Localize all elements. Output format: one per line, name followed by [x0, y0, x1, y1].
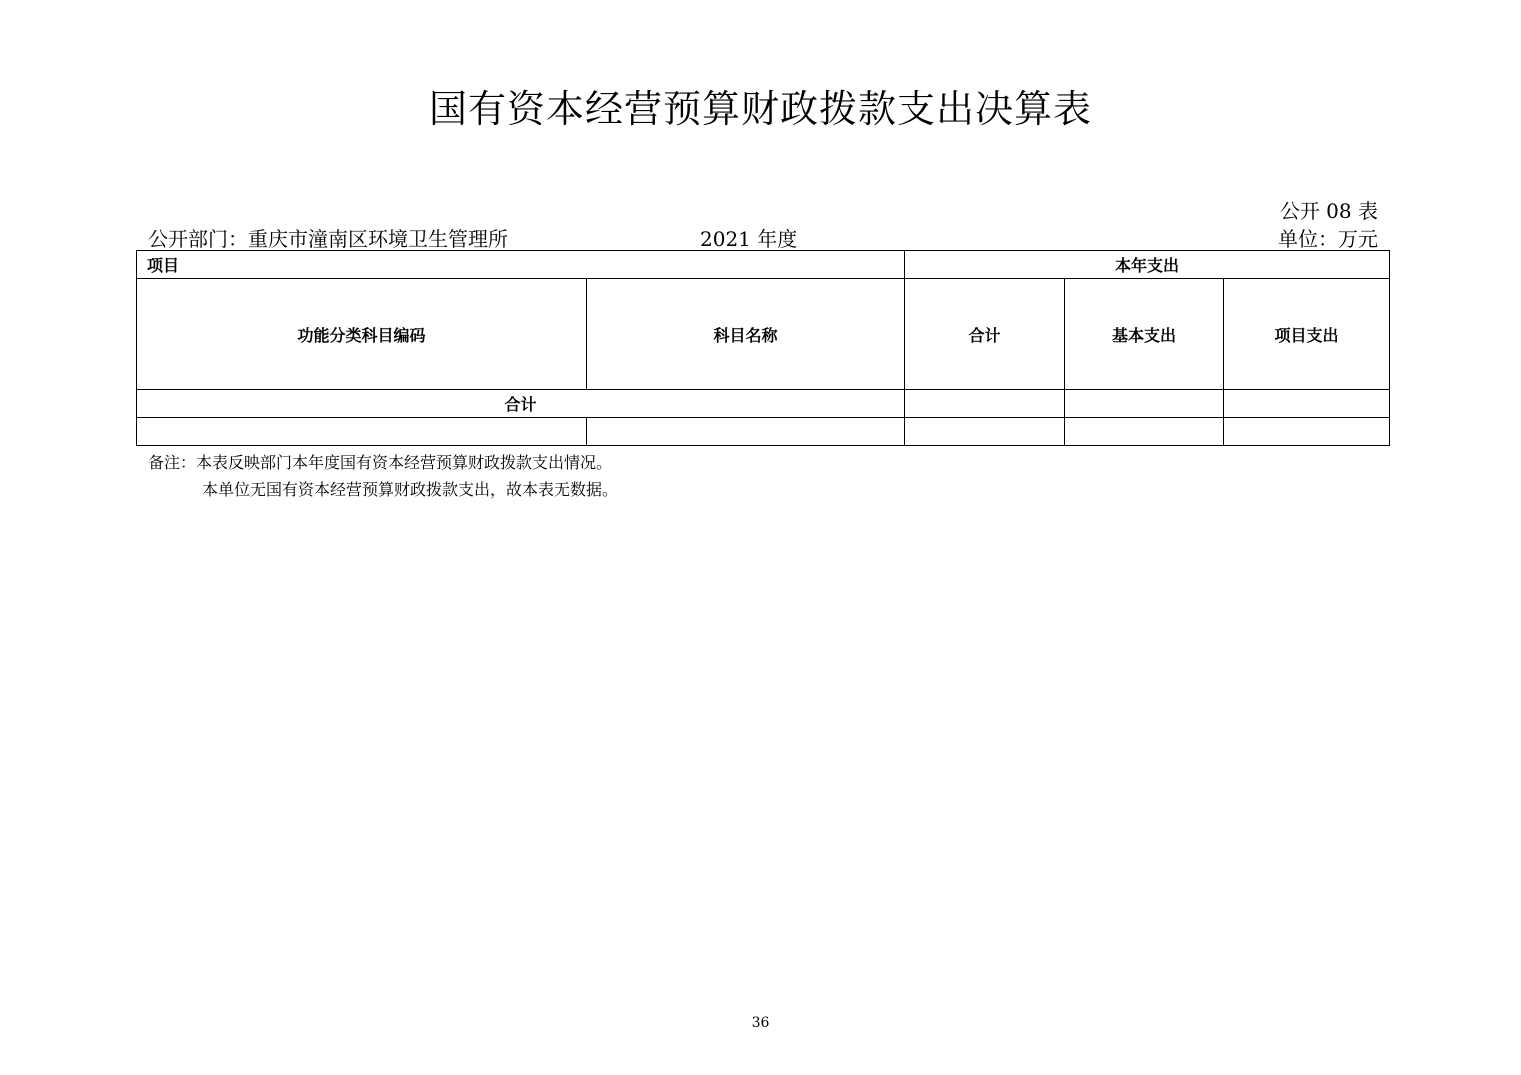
table-row-total: [137, 390, 1390, 418]
expenditure-table: [136, 250, 1390, 446]
header-current-year-expense-cell: 本年支出: [905, 251, 1390, 279]
column-total: 合计: [905, 279, 1065, 390]
empty-cell: [1224, 418, 1390, 446]
note-line-2: 本单位无国有资本经营预算财政拨款支出，故本表无数据。: [202, 480, 619, 499]
table-row: [137, 418, 1390, 446]
empty-cell: [1065, 418, 1224, 446]
column-func-code: 功能分类科目编码: [137, 279, 587, 390]
total-row-basic-expense: [1065, 390, 1224, 418]
page-title: 国有资本经营预算财政拨款支出决算表: [428, 87, 1092, 131]
page-number: 36: [751, 1015, 770, 1031]
table-header-row: [137, 251, 1390, 279]
empty-cell: [587, 418, 905, 446]
department-label: 公开部门：重庆市潼南区环境卫生管理所: [148, 227, 508, 251]
empty-cell: [905, 418, 1065, 446]
form-number: 公开 08 表: [1279, 199, 1378, 223]
fiscal-year-label: 2021 年度: [700, 227, 798, 251]
unit-label: 单位：万元: [1278, 227, 1378, 251]
column-subject-name: 科目名称: [587, 279, 905, 390]
column-basic-expense: 基本支出: [1065, 279, 1224, 390]
note-line-1: 备注：本表反映部门本年度国有资本经营预算财政拨款支出情况。: [148, 453, 613, 472]
table-subheader-row: [137, 279, 1390, 390]
column-project-expense: 项目支出: [1224, 279, 1390, 390]
header-item-cell: 项目: [137, 251, 905, 279]
total-row-project-expense: [1224, 390, 1390, 418]
empty-cell: [137, 418, 587, 446]
total-row-label: 合计: [137, 390, 905, 418]
total-row-total: [905, 390, 1065, 418]
